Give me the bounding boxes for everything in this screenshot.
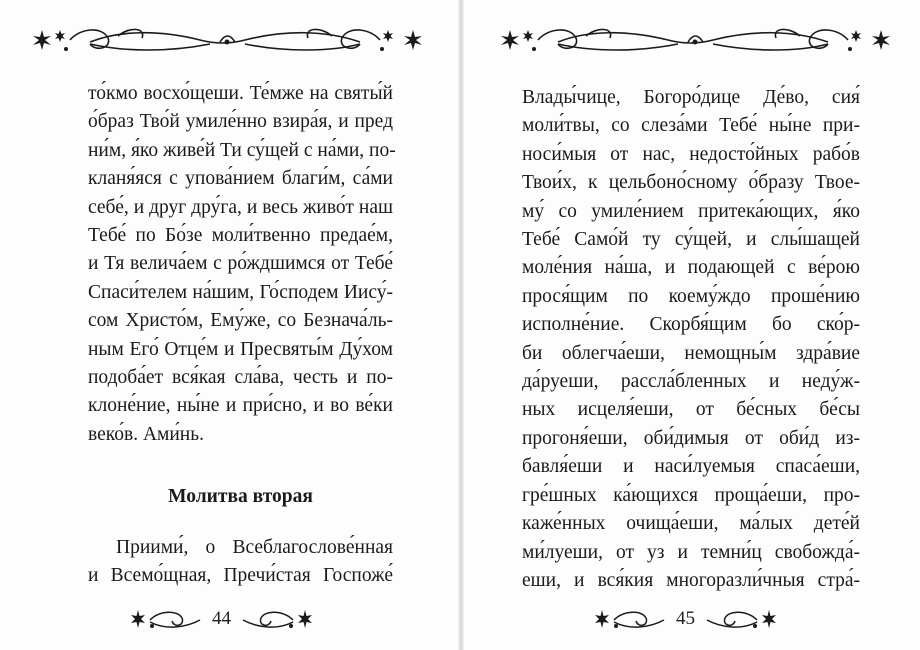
text-line: Влады́чице, Богоро́дице Де́во, сия́ — [522, 87, 860, 108]
text-line: да́руеши, рассла́бленных и неду́ж- — [522, 371, 860, 393]
left-page-footer — [130, 604, 313, 634]
text-line: моли́твы, со слеза́ми Тебе́ ны́не при- — [522, 115, 860, 137]
text-line: ных исцеля́еши, от бе́сных бе́сы — [522, 399, 860, 421]
text-line: ми́луеши, от уз и темни́ц свобожда́- — [522, 541, 860, 563]
text-line: подоба́ет вся́кая сла́ва, честь и по- — [88, 367, 393, 389]
text-line: моле́ния на́ша, и подающей с ве́рою — [522, 257, 860, 279]
text-line: прогоня́еши, оби́димыя от оби́д из- — [522, 427, 860, 449]
text-line: Спаси́телем на́шим, Го́сподем Иису́- — [88, 281, 393, 303]
floral-scroll-icon — [705, 606, 777, 632]
floral-headpiece-icon — [498, 22, 893, 58]
text-line: и Всемо́щная, Пречи́стая Госпоже́ — [88, 565, 393, 587]
floral-headpiece-icon — [30, 22, 425, 58]
text-line: веко́в. Ами́нь. — [88, 423, 205, 445]
text-line: Приими́, о Всеблагослове́нная — [116, 536, 393, 558]
text-line: носи́мыя от нас, недосто́йных рабо́в — [522, 143, 860, 165]
text-line: каже́нных очища́еши, ма́лых дете́й — [522, 513, 860, 535]
text-line: бавля́еши и наси́луемыя спаса́еши, — [522, 456, 860, 478]
text-line: би облегча́еши, немощны́м здра́вие — [522, 342, 860, 364]
text-line: о́браз Тво́й умиле́нно взира́я, и пред — [88, 111, 393, 133]
left-page-text — [88, 80, 396, 591]
text-line: исполне́ние. Скорбя́щим бо ско́р- — [522, 314, 860, 336]
text-line: Тебе́ Само́й ту су́щей, и слы́шащей — [522, 229, 860, 251]
text-line: ным Его́ Отце́м и Пресвяты́м Ду́хом — [88, 338, 393, 360]
right-page-footer — [594, 604, 777, 634]
left-page — [0, 0, 458, 650]
floral-scroll-icon — [594, 606, 666, 632]
floral-scroll-icon — [130, 606, 202, 632]
text-line: еши, и вся́кия многоразли́чныя стра́- — [522, 569, 860, 591]
floral-scroll-icon — [241, 606, 313, 632]
text-line: Твои́х, к цельбоно́сному о́бразу Твое- — [522, 172, 860, 194]
text-line: и Тя велича́ем с ро́ждшимся от Тебе́ — [88, 253, 393, 275]
right-page — [464, 0, 920, 650]
text-line: кланя́яся с упова́нием благи́м, са́ми — [88, 168, 393, 190]
text-line: Тебе́ по Бо́зе моли́твенно предае́м, — [88, 225, 393, 247]
text-line: гре́шных ка́ющихся проща́еши, про- — [522, 484, 860, 506]
prayer-heading: Молитва вторая — [168, 486, 313, 508]
text-line: ни́м, я́ко живе́й Ти су́щей с на́ми, по- — [88, 139, 396, 161]
text-line: сом Христо́м, Ему́же, со Безнача́ль- — [88, 310, 393, 332]
text-line: прося́щим по коему́ждо проше́нию — [522, 285, 860, 307]
text-line: му́ со умиле́нием притека́ющих, я́ко — [522, 200, 860, 222]
right-page-text — [522, 84, 860, 595]
page-number: 45 — [676, 608, 695, 629]
text-line: то́кмо восхо́щеши. Те́мже на святы́й — [88, 83, 393, 104]
page-number: 44 — [212, 608, 231, 629]
text-line: клоне́ние, ны́не и при́сно, и во ве́ки — [88, 395, 393, 417]
text-line: себе́, и друг дру́га, и весь живо́т наш — [88, 196, 393, 218]
